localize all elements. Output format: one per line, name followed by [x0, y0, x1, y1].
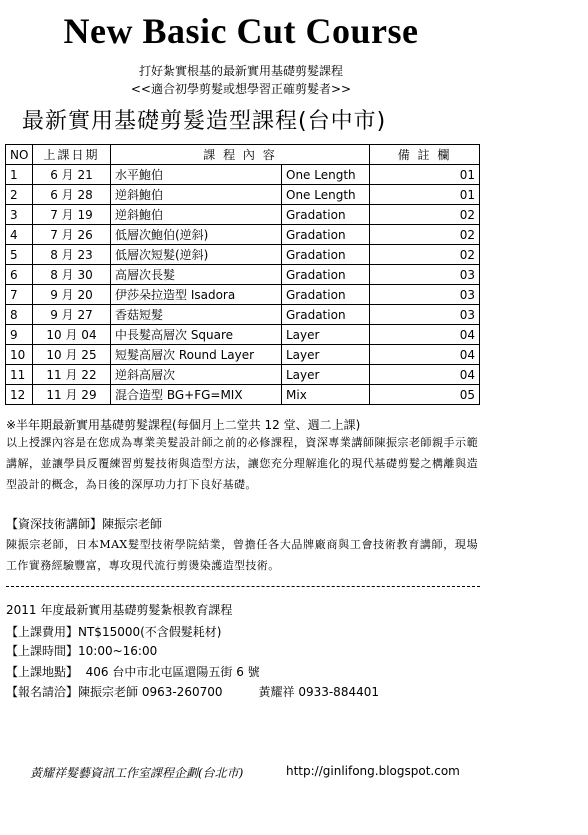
contact-secondary: 黃耀祥 0933-884401: [258, 685, 379, 699]
row-no: 9: [6, 325, 33, 345]
row-date: 11 月 22: [33, 365, 111, 385]
row-no: 3: [6, 205, 33, 225]
row-no: 10: [6, 345, 33, 365]
row-type: Gradation: [282, 305, 370, 325]
row-no: 7: [6, 285, 33, 305]
row-content: 低層次短髮(逆斜): [111, 245, 282, 265]
row-date: 6 月 28: [33, 185, 111, 205]
row-code: 02: [370, 245, 480, 265]
dashed-divider: [6, 586, 480, 587]
table-row: [6, 325, 480, 345]
row-date: 9 月 27: [33, 305, 111, 325]
row-date: 10 月 25: [33, 345, 111, 365]
header-note: 備 註 欄: [370, 145, 480, 165]
course-heading: 最新實用基礎剪髮造型課程(台中市): [22, 109, 387, 134]
header-date: 上課日期: [33, 145, 111, 165]
row-type: Gradation: [282, 285, 370, 305]
row-date: 10 月 04: [33, 325, 111, 345]
row-date: 11 月 29: [33, 385, 111, 405]
header-content: 課 程 內 容: [111, 145, 370, 165]
row-no: 2: [6, 185, 33, 205]
course-location: [6, 663, 260, 680]
row-type: One Length: [282, 185, 370, 205]
row-date: 6 月 21: [33, 165, 111, 185]
row-content: 逆斜鮑伯: [111, 185, 282, 205]
row-type: Gradation: [282, 265, 370, 285]
table-row: [6, 305, 480, 325]
row-type: Gradation: [282, 225, 370, 245]
row-type: Gradation: [282, 205, 370, 225]
contact-primary: 【報名請洽】陳振宗老師 0963-260700: [6, 685, 223, 699]
program-name: 2011 年度最新實用基礎剪髮紮根教育課程: [6, 603, 233, 617]
row-type: Gradation: [282, 245, 370, 265]
teacher-description: 陳振宗老師，日本MAX髮型技術學院結業，曾擔任各大品牌廠商與工會技術教育講師，現場工作實務經驗豐富，專攻現代流行剪燙染護造型技術。: [6, 538, 478, 572]
row-code: 03: [370, 285, 480, 305]
subtitle-2: <<適合初學剪髮或想學習正確剪髮者>>: [130, 82, 352, 96]
row-no: 11: [6, 365, 33, 385]
row-type: One Length: [282, 165, 370, 185]
row-code: 01: [370, 165, 480, 185]
table-row: [6, 205, 480, 225]
row-type: Layer: [282, 345, 370, 365]
table-row: [6, 285, 480, 305]
row-content: 香菇短髮: [111, 305, 282, 325]
row-content: 逆斜高層次: [111, 365, 282, 385]
footer-credit: 黃耀祥髮藝資訊工作室課程企劃(台北市): [30, 766, 244, 780]
table-row: [6, 365, 480, 385]
row-type: Mix: [282, 385, 370, 405]
table-row: [6, 385, 480, 405]
table-row: [6, 185, 480, 205]
footer-link[interactable]: http://ginlifong.blogspot.com: [286, 764, 460, 778]
schedule-body: [6, 165, 480, 405]
row-code: 02: [370, 225, 480, 245]
row-content: 伊莎朵拉造型 Isadora: [111, 285, 282, 305]
row-content: 低層次鮑伯(逆斜): [111, 225, 282, 245]
table-row: [6, 165, 480, 185]
row-date: 8 月 23: [33, 245, 111, 265]
schedule-note: ※半年期最新實用基礎剪髮課程(每個月上二堂共 12 堂、週二上課): [6, 418, 361, 432]
course-description: 以上授課內容是在您成為專業美髮設計師之前的必修課程，資深專業講師陳振宗老師親手示範講解，並讓學員反覆練習剪髮技術與造型方法，讓您充分理解進化的現代基礎剪髮之構離與造型設計的概念，為日後的深厚功力打下良好基礎。: [6, 436, 478, 491]
row-type: Layer: [282, 365, 370, 385]
row-code: 03: [370, 265, 480, 285]
row-content: 水平鮑伯: [111, 165, 282, 185]
schedule-table: [5, 144, 480, 405]
teacher-title: 【資深技術講師】陳振宗老師: [6, 517, 163, 531]
row-code: 01: [370, 185, 480, 205]
row-no: 4: [6, 225, 33, 245]
contact-info: [6, 683, 379, 700]
row-type: Layer: [282, 325, 370, 345]
table-row: [6, 225, 480, 245]
row-content: 短髮高層次 Round Layer: [111, 345, 282, 365]
row-code: 04: [370, 365, 480, 385]
header-no: NO: [6, 145, 33, 165]
location-label: 【上課地點】: [6, 665, 79, 679]
row-code: 04: [370, 345, 480, 365]
row-no: 8: [6, 305, 33, 325]
row-code: 04: [370, 325, 480, 345]
row-date: 7 月 19: [33, 205, 111, 225]
row-date: 8 月 30: [33, 265, 111, 285]
row-date: 7 月 26: [33, 225, 111, 245]
table-row: [6, 265, 480, 285]
course-time: 【上課時間】10:00~16:00: [6, 644, 158, 658]
row-code: 03: [370, 305, 480, 325]
row-code: 05: [370, 385, 480, 405]
row-code: 02: [370, 205, 480, 225]
table-row: [6, 245, 480, 265]
location-address: 406 台中市北屯區還陽五街 6 號: [85, 665, 260, 679]
row-content: 混合造型 BG+FG=MIX: [111, 385, 282, 405]
subtitle-1: 打好紮實根基的最新實用基礎剪髮課程: [138, 64, 343, 78]
course-fee: 【上課費用】NT$15000(不含假髮耗材): [6, 625, 222, 639]
row-no: 1: [6, 165, 33, 185]
row-content: 高層次長髮: [111, 265, 282, 285]
row-no: 12: [6, 385, 33, 405]
row-content: 中長髮高層次 Square: [111, 325, 282, 345]
row-date: 9 月 20: [33, 285, 111, 305]
row-no: 5: [6, 245, 33, 265]
table-row: [6, 345, 480, 365]
table-header-row: [6, 145, 480, 165]
row-no: 6: [6, 265, 33, 285]
course-title: New Basic Cut Course: [63, 11, 419, 51]
row-content: 逆斜鮑伯: [111, 205, 282, 225]
